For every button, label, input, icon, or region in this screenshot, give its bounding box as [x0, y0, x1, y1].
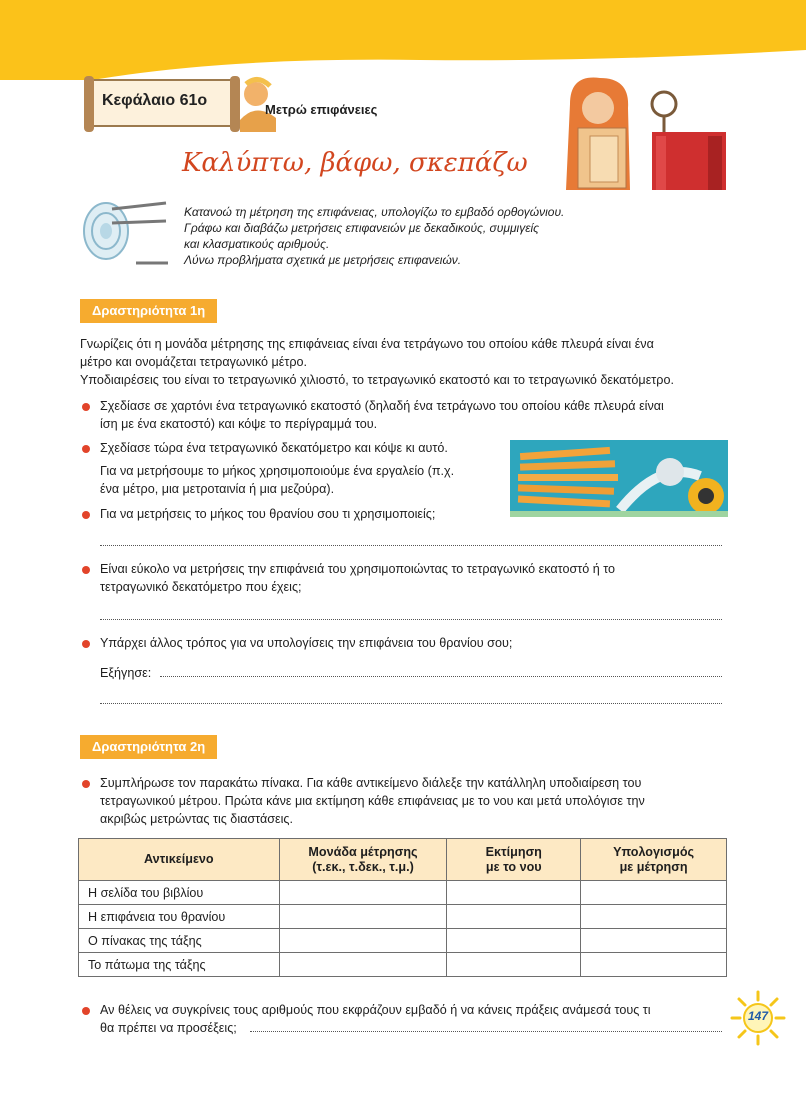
instruction-line: Συμπλήρωσε τον παρακάτω πίνακα. Για κάθε αντικείμενο διάλεξε την κατάλληλη υποδιαίρεση του — [100, 776, 642, 790]
question-line: Αν θέλεις να συγκρίνεις τους αριθμούς που εκφράζουν εμβαδό ή να κάνεις πράξεις ανάμεσά τους τι — [100, 1003, 651, 1017]
task-draw-square-cm — [100, 397, 664, 433]
answer-line[interactable] — [100, 619, 722, 620]
task-other-way: Υπάρχει άλλος τρόπος για να υπολογίσεις την επιφάνεια του θρανίου σου; — [100, 636, 513, 650]
task-line: τετραγωνικό δεκατόμετρο που έχεις; — [100, 580, 302, 594]
row-label: Ο πίνακας της τάξης — [79, 929, 280, 953]
table-header-row — [79, 839, 727, 881]
task-line: Σχεδίασε σε χαρτόνι ένα τετραγωνικό εκατοστό (δηλαδή ένα τετράγωνο του οποίου κάθε πλευρά είναι — [100, 399, 664, 413]
estimate-cell[interactable] — [447, 905, 581, 929]
bullet — [82, 403, 90, 411]
row-label: Η επιφάνεια του θρανίου — [79, 905, 280, 929]
answer-line[interactable] — [100, 703, 722, 704]
row-label: Το πάτωμα της τάξης — [79, 953, 280, 977]
chapter-subtitle: Μετρώ επιφάνειες — [265, 102, 378, 117]
row-label: Η σελίδα του βιβλίου — [79, 881, 280, 905]
column-header-estimate — [447, 839, 581, 881]
intro-line: Γνωρίζεις ότι η μονάδα μέτρησης της επιφάνειας είναι ένα τετράγωνο του οποίου κάθε πλευρά είναι ένα — [80, 337, 654, 351]
unit-cell[interactable] — [279, 929, 447, 953]
header-text: με μέτρηση — [619, 859, 688, 874]
task-desk-length: Για να μετρήσεις το μήκος του θρανίου σου τι χρησιμοποιείς; — [100, 507, 436, 521]
header-text: Εκτίμηση — [485, 844, 542, 859]
calculation-cell[interactable] — [581, 881, 727, 905]
objective-line: Γράφω και διαβάζω μετρήσεις επιφανειών με δεκαδικούς, συμμιγείς — [184, 221, 539, 235]
calculation-cell[interactable] — [581, 905, 727, 929]
task-line: ίση με ένα εκατοστό) και κόψε το περίγραμμά του. — [100, 417, 378, 431]
column-header-unit — [279, 839, 447, 881]
bullet — [82, 780, 90, 788]
objectives — [184, 204, 564, 268]
unit-cell[interactable] — [279, 905, 447, 929]
target-icon — [76, 193, 176, 273]
bullet — [82, 445, 90, 453]
header-text: (τ.εκ., τ.δεκ., τ.μ.) — [312, 859, 414, 874]
activity-1-intro — [80, 335, 674, 389]
objective-line: Κατανοώ τη μέτρηση της επιφάνειας, υπολογίζω το εμβαδό ορθογώνιου. — [184, 205, 565, 219]
calculation-cell[interactable] — [581, 929, 727, 953]
unit-cell[interactable] — [279, 881, 447, 905]
table-row — [79, 881, 727, 905]
bullet — [82, 640, 90, 648]
intro-line: Υποδιαιρέσεις του είναι το τετραγωνικό χιλιοστό, το τετραγωνικό εκατοστό και το τετραγωνικό δεκατόμετρο. — [80, 373, 674, 387]
instruction-line: ακριβώς μετρώντας τις διαστάσεις. — [100, 812, 294, 826]
instruction-line: τετραγωνικού μέτρου. Πρώτα κάνε μια εκτίμηση κάθε επιφάνειας με το νου και μετά υπολόγισε την — [100, 794, 645, 808]
column-header-object — [79, 839, 280, 881]
page-number: 147 — [747, 1009, 769, 1023]
activity-2-instructions — [100, 774, 645, 828]
measuring-tools-photo — [510, 440, 728, 517]
table-row — [79, 929, 727, 953]
task-line: Είναι εύκολο να μετρήσεις την επιφάνειά του χρησιμοποιώντας το τετραγωνικό εκατοστό ή το — [100, 562, 616, 576]
answer-line[interactable] — [160, 676, 722, 677]
answer-line[interactable] — [100, 545, 722, 546]
unit-cell[interactable] — [279, 953, 447, 977]
character-illustration — [560, 74, 730, 192]
task-draw-square-dm: Σχεδίασε τώρα ένα τετραγωνικό δεκατόμετρο και κόψε κι αυτό. — [100, 441, 448, 455]
measurement-table — [78, 838, 727, 977]
estimate-cell[interactable] — [447, 881, 581, 905]
activity-2-label: Δραστηριότητα 2η — [80, 735, 217, 759]
bullet — [82, 566, 90, 574]
question-line: θα πρέπει να προσέξεις; — [100, 1021, 237, 1035]
header-text: Μονάδα μέτρησης — [308, 844, 418, 859]
objective-line: Λύνω προβλήματα σχετικά με μετρήσεις επιφανειών. — [184, 253, 462, 267]
column-header-calculation — [581, 839, 727, 881]
header-text: Αντικείμενο — [144, 852, 214, 866]
objective-line: και κλασματικούς αριθμούς. — [184, 237, 330, 251]
intro-line: μέτρο και ονομάζεται τετραγωνικό μέτρο. — [80, 355, 308, 369]
header-text: με το νου — [485, 859, 542, 874]
measuring-note — [100, 462, 454, 498]
chapter-badge — [80, 74, 280, 136]
bullet — [82, 1007, 90, 1015]
table-row — [79, 953, 727, 977]
note-line: ένα μέτρο, μια μετροταινία ή μια μεζούρα). — [100, 482, 335, 496]
answer-line[interactable] — [250, 1031, 722, 1032]
activity-1-label: Δραστηριότητα 1η — [80, 299, 217, 323]
estimate-cell[interactable] — [447, 929, 581, 953]
table-row — [79, 905, 727, 929]
explain-label: Εξήγησε: — [100, 666, 152, 680]
bullet — [82, 511, 90, 519]
header-band — [0, 0, 806, 80]
header-text: Υπολογισμός — [613, 844, 695, 859]
task-measure-surface — [100, 560, 615, 596]
page-title: Καλύπτω, βάφω, σκεπάζω — [182, 148, 528, 178]
chapter-label: Κεφάλαιο 61ο — [102, 92, 208, 109]
estimate-cell[interactable] — [447, 953, 581, 977]
calculation-cell[interactable] — [581, 953, 727, 977]
note-line: Για να μετρήσουμε το μήκος χρησιμοποιούμε ένα εργαλείο (π.χ. — [100, 464, 455, 478]
